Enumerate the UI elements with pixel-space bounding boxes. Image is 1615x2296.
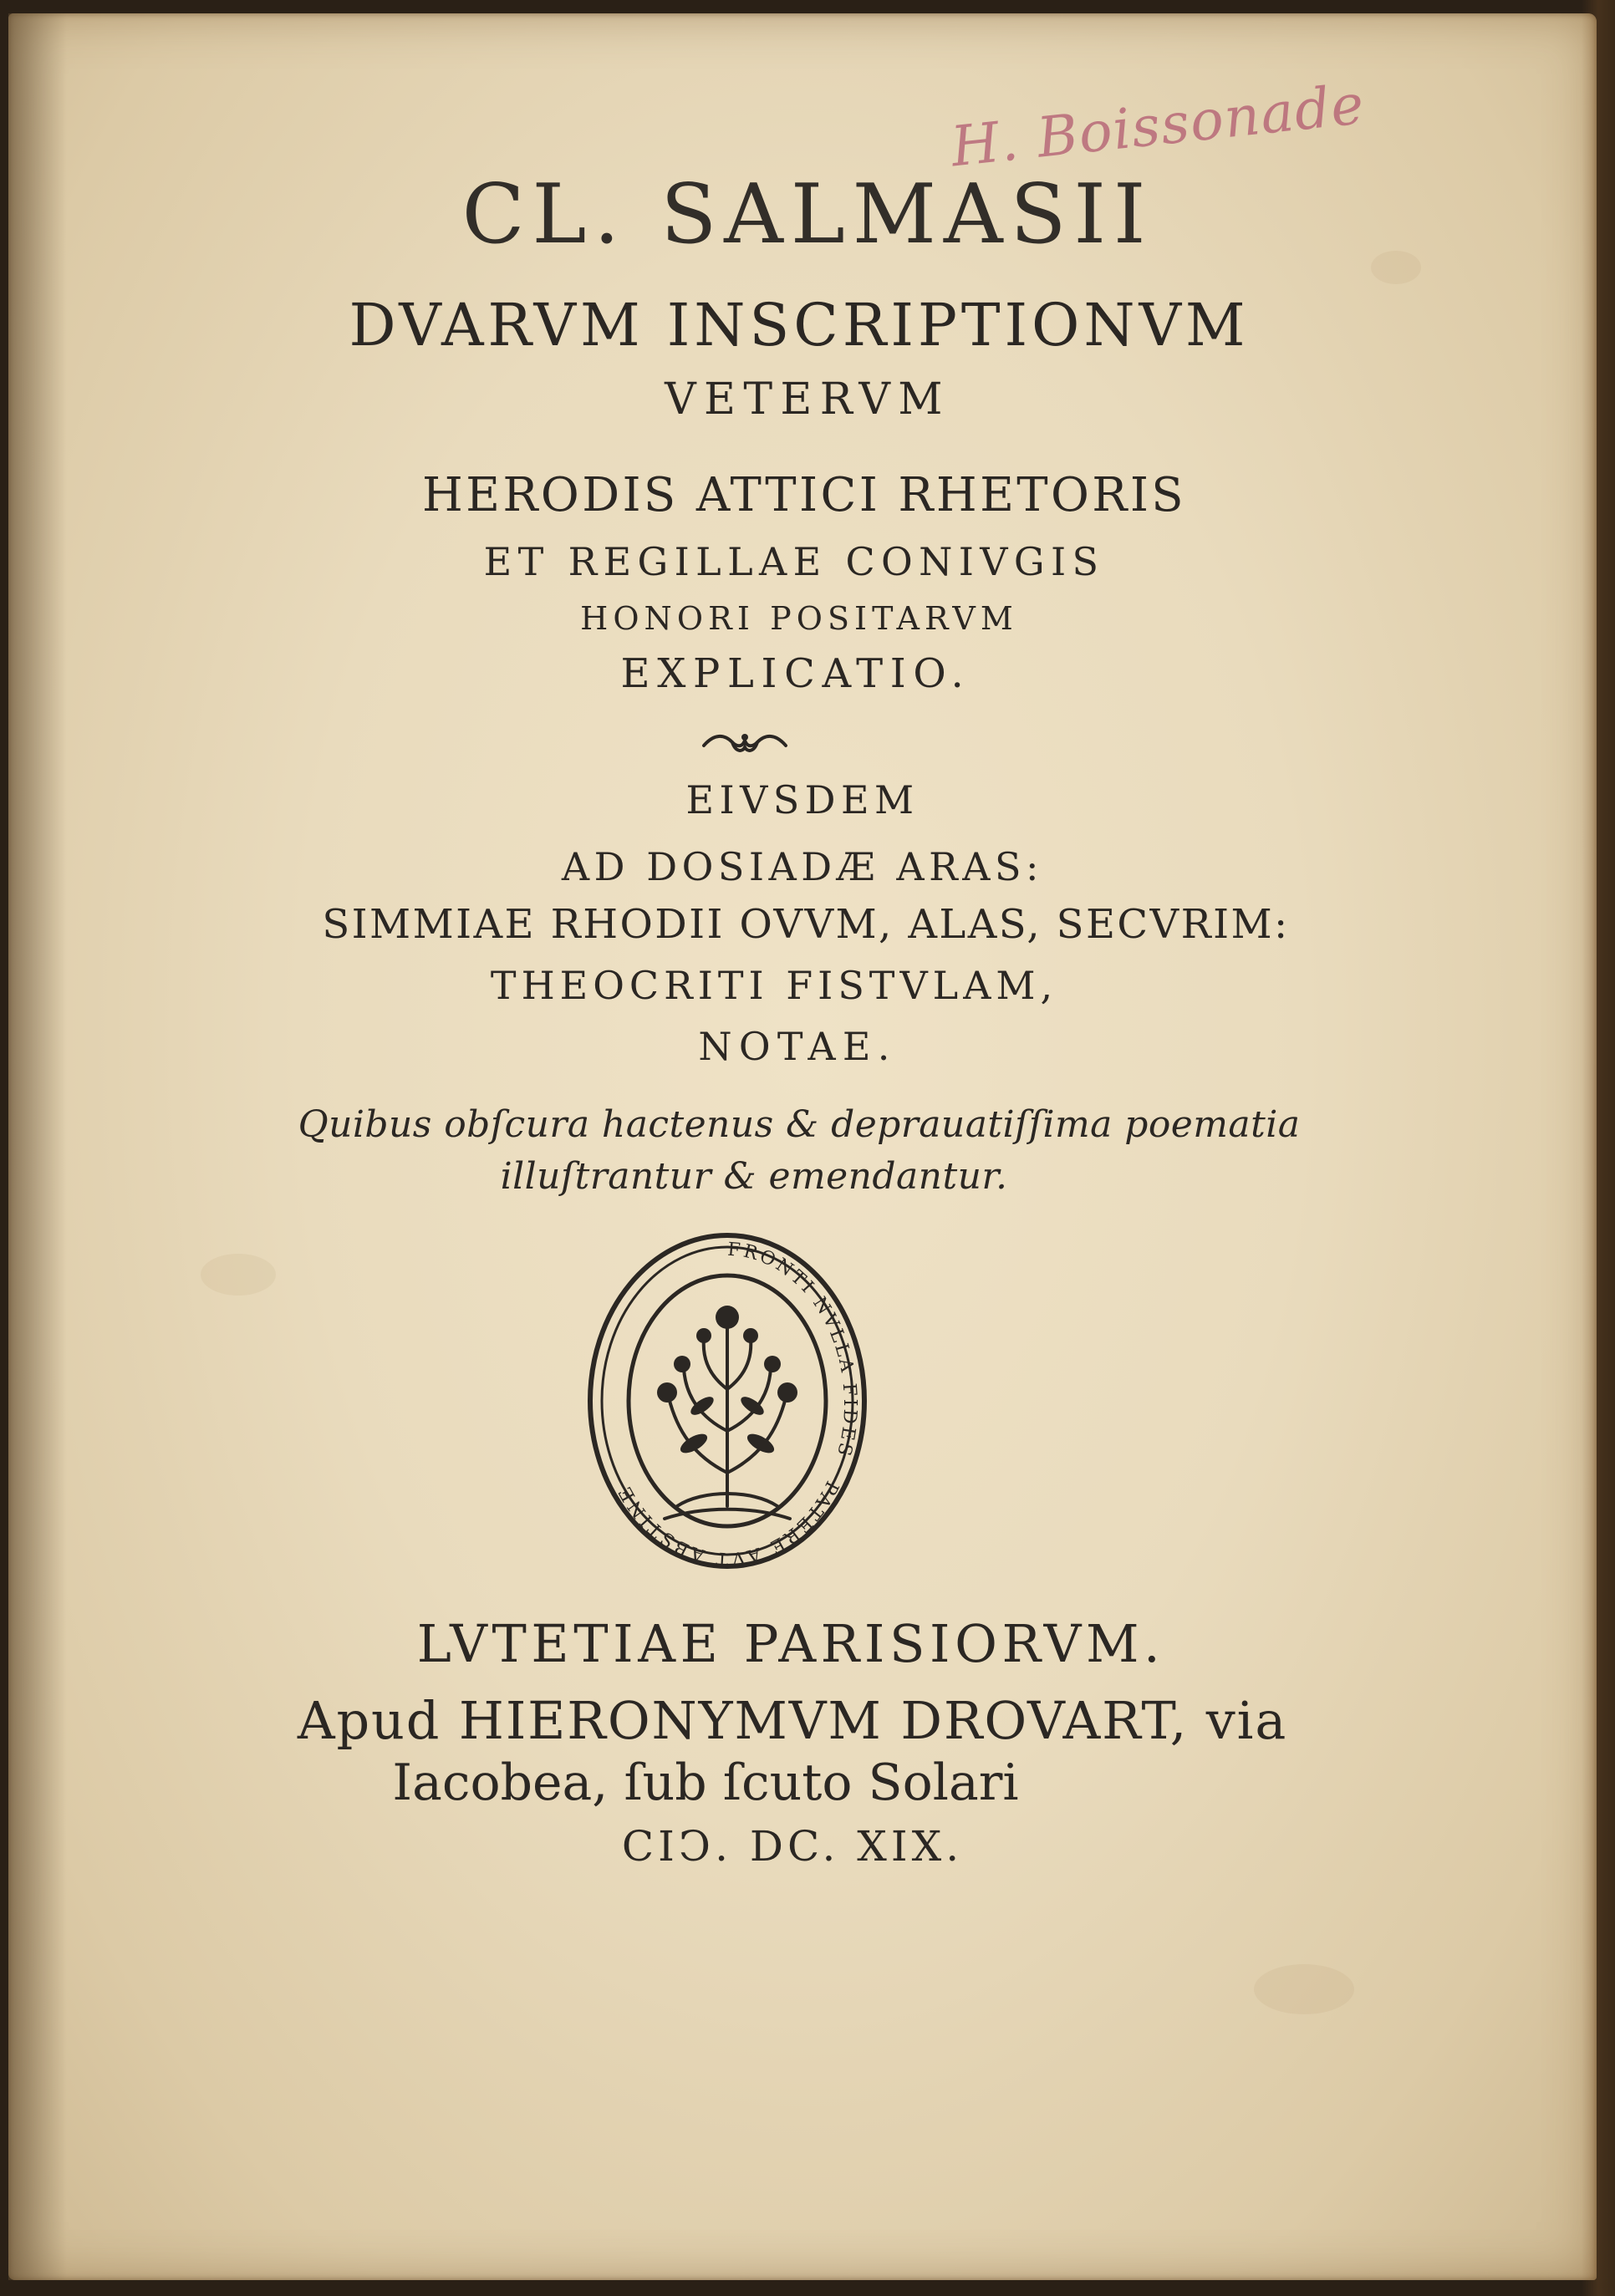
device-motto: FRONTI NVLLA FIDES · PATERE AVT ABSTINE: [614, 1239, 861, 1570]
imprint-line-3: Iacobea, ſub ſcuto Solari: [392, 1754, 1019, 1812]
eiusdem-line-3: SIMMIAE RHODII OVVM, ALAS, SECVRIM:: [322, 901, 1290, 948]
herodes-line-1: HERODIS ATTICI RHETORIS: [421, 468, 1187, 522]
subtitle-line-2: VETERVM: [665, 374, 950, 425]
eiusdem-line-1: EIVSDEM: [685, 777, 920, 822]
herodes-line-2: ET REGILLAE CONIVGIS: [483, 539, 1105, 584]
owner-signature: H. Boissonade: [948, 71, 1368, 180]
fleuron-ornament-icon: [699, 727, 791, 757]
herodes-line-4: EXPLICATIO.: [620, 650, 971, 697]
herodes-line-3: HONORI POSITARVM: [580, 600, 1018, 637]
title: CL. SALMASII: [461, 167, 1154, 262]
eiusdem-line-4: THEOCRITI FISTVLAM,: [490, 963, 1058, 1008]
quibus-line-1: Quibus obſcura hactenus & deprauatiſſima poematia: [298, 1103, 1301, 1146]
quibus-line-2: illuſtrantur & emendantur.: [500, 1155, 1008, 1198]
printer-device-emblem-icon: [585, 1230, 869, 1571]
imprint-line-2: Apud HIERONYMVM DROVART, via: [297, 1690, 1288, 1751]
paper-stain: [201, 1254, 276, 1296]
eiusdem-line-2: AD DOSIADÆ ARAS:: [561, 844, 1044, 889]
subtitle-line-1: DVARVM INSCRIPTIONVM: [349, 291, 1250, 359]
imprint-line-1: LVTETIAE PARISIORVM.: [416, 1613, 1165, 1674]
eiusdem-line-5: NOTAE.: [698, 1024, 897, 1069]
imprint-line-4: CIↃ. DC. XIX.: [621, 1822, 964, 1871]
paper-stain: [1254, 1964, 1354, 2014]
